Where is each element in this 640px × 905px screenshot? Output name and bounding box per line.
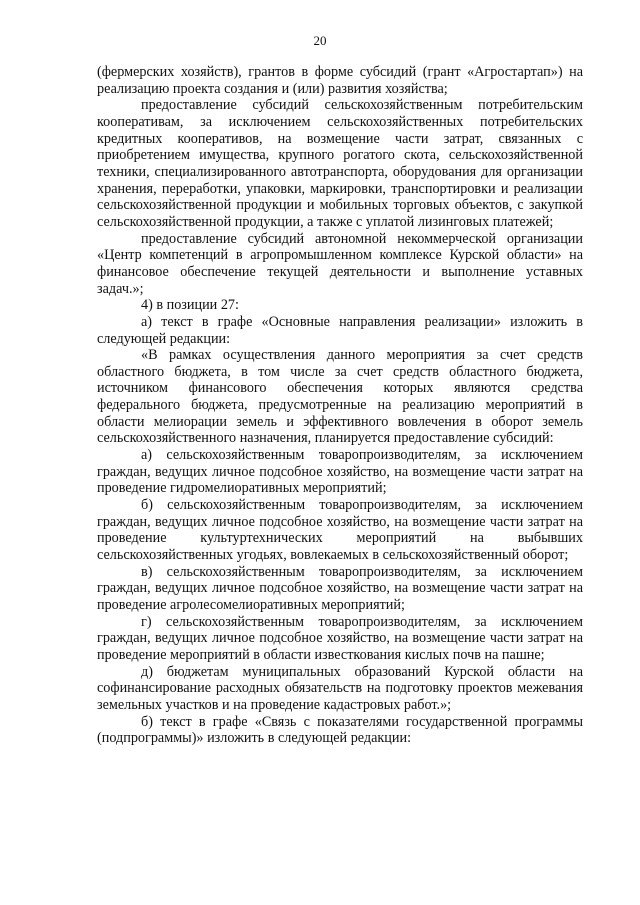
paragraph-subsidy-b-cultural-technical: б) сельскохозяйственным товаропроизводителям, за исключением граждан, ведущих личное подсобное хозяйство, на возмещение части затрат на проведение культуртехнических мероприятий на выбывших сельскохозяйственных угодьях, вовлекаемых в сельскохозяйственный оборот; bbox=[97, 497, 583, 564]
paragraph-subsidy-g-liming: г) сельскохозяйственным товаропроизводителям, за исключением граждан, ведущих личное подсобное хозяйство, на возмещение части затрат на проведение мероприятий в области известкования кислых почв на пашне; bbox=[97, 613, 583, 663]
paragraph-competence-center-subsidies: предоставление субсидий автономной некоммерческой организации «Центр компетенций в агропромышленном комплексе Курской области» на финансовое обеспечение текущей деятельности и выполнение уставных задач.»; bbox=[97, 230, 583, 297]
paragraph-cooperative-subsidies: предоставление субсидий сельскохозяйственным потребительским кооперативам, за исключением сельскохозяйственных потребительских кредитных кооперативов, на возмещение части затрат, связанных с приобретением имущества, крупного рогатого скота, сельскохозяйственной техники, специализированного автотранспорта, оборудования для организации хранения, переработки, упаковки, маркировки, транспортировки и реализации сельскохозяйственной продукции и мобильных торговых объектов, с закупкой сельскохозяйственной продукции, а также с уплатой лизинговых платежей; bbox=[97, 97, 583, 230]
paragraph-sub-b-indicators-link: б) текст в графе «Связь с показателями государственной программы (подпрограммы)» изложить в следующей редакции: bbox=[97, 713, 583, 747]
paragraph-item-4-position-27: 4) в позиции 27: bbox=[141, 297, 239, 314]
paragraph-subsidy-d-municipal-budgets: д) бюджетам муниципальных образований Курской области на софинансирование расходных обязательств на подготовку проектов межевания земельных участков и на проведение кадастровых работ.»; bbox=[97, 663, 583, 713]
paragraph-subsidy-v-agroforestry: в) сельскохозяйственным товаропроизводителям, за исключением граждан, ведущих личное подсобное хозяйство, на возмещение части затрат на проведение агролесомелиоративных мероприятий; bbox=[97, 563, 583, 613]
paragraph-melioration-intro: «В рамках осуществления данного мероприятия за счет средств областного бюджета, в том числе за счет средств областного бюджета, источником финансового обеспечения которых являются средства федерального бюджета, предусмотренные на реализацию мероприятий в области мелиорации земель и эффективного вовлечения в оборот земель сельскохозяйственного назначения, планируется предоставление субсидий: bbox=[97, 347, 583, 447]
document-body bbox=[97, 64, 583, 747]
paragraph-grants-continuation: (фермерских хозяйств), грантов в форме субсидий (грант «Агростартап») на реализацию проекта создания и (или) развития хозяйства; bbox=[97, 64, 583, 97]
page-number: 20 bbox=[313, 33, 327, 48]
paragraph-subsidy-a-hydromelioration: а) сельскохозяйственным товаропроизводителям, за исключением граждан, ведущих личное подсобное хозяйство, на возмещение части затрат на проведение гидромелиоративных мероприятий; bbox=[97, 447, 583, 497]
paragraph-sub-a-main-directions: а) текст в графе «Основные направления реализации» изложить в следующей редакции: bbox=[97, 313, 583, 347]
